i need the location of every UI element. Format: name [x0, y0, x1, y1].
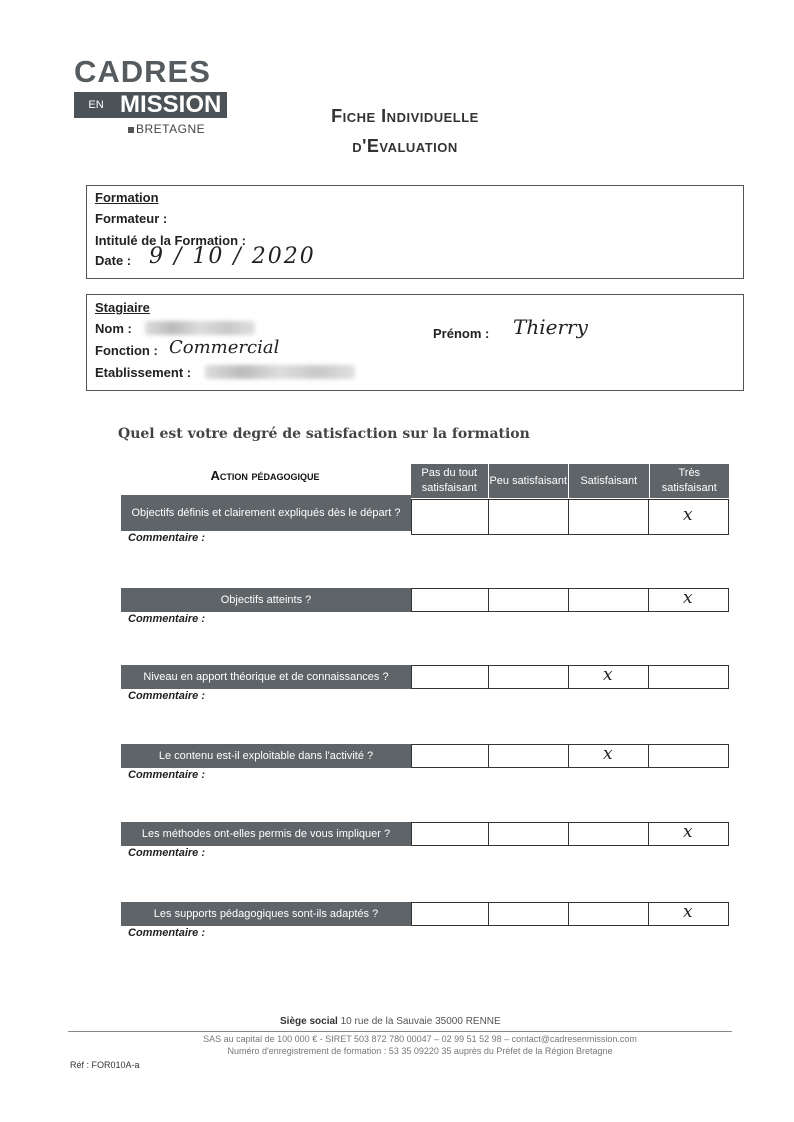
formateur-label: Formateur :: [95, 211, 168, 226]
rating-cell[interactable]: [489, 745, 569, 767]
rating-cell[interactable]: [489, 589, 569, 611]
rating-cell[interactable]: [412, 903, 489, 925]
comment-label: Commentaire :: [128, 532, 206, 544]
check-mark: x: [603, 744, 613, 764]
footer-divider: [68, 1031, 732, 1032]
question-label: Les supports pédagogiques sont-ils adaptés ?: [121, 902, 411, 926]
page-title-line2: d'Evaluation: [352, 136, 458, 156]
check-mark: x: [683, 588, 693, 608]
rating-cell[interactable]: [569, 903, 649, 925]
comment-label: Commentaire :: [128, 613, 206, 625]
rating-row: [411, 744, 729, 768]
rating-cell[interactable]: [489, 903, 569, 925]
rating-cell[interactable]: [569, 589, 649, 611]
rating-cell[interactable]: [569, 500, 649, 534]
question-label: Objectifs définis et clairement expliqués dès le départ ?: [121, 495, 411, 531]
rating-cell[interactable]: [649, 500, 728, 534]
rating-row: [411, 588, 729, 612]
rating-cell[interactable]: [649, 666, 728, 688]
rating-cell[interactable]: [412, 666, 489, 688]
comment-label: Commentaire :: [128, 769, 206, 781]
table-header: [411, 464, 729, 498]
comment-label: Commentaire :: [128, 847, 206, 859]
rating-cell[interactable]: [489, 500, 569, 534]
intitule-label: Intitulé de la Formation :: [95, 233, 246, 248]
prenom-value: Thierry: [513, 315, 588, 339]
rating-cell[interactable]: [412, 823, 489, 845]
date-label: Date :: [95, 253, 132, 268]
question-label: Niveau en apport théorique et de connaissances ?: [121, 665, 411, 689]
siege-address: 10 rue de la Sauvaie 35000 RENNE: [340, 1016, 501, 1027]
fonction-label: Fonction :: [95, 343, 158, 358]
rating-cell[interactable]: [412, 500, 489, 534]
col-header-peu: Peu satisfaisant: [489, 464, 570, 498]
check-mark: x: [683, 505, 693, 525]
rating-cell[interactable]: [569, 745, 649, 767]
etablissement-label: Etablissement :: [95, 365, 192, 380]
col-header-tres: Très satisfaisant: [650, 464, 730, 498]
rating-cell[interactable]: [649, 823, 728, 845]
rating-cell[interactable]: [412, 589, 489, 611]
rating-row: [411, 665, 729, 689]
question-label: Les méthodes ont-elles permis de vous impliquer ?: [121, 822, 411, 846]
logo-bretagne: BRETAGNE: [128, 122, 205, 136]
legal-line-1: SAS au capital de 100 000 € - SIRET 503 872 780 00047 – 02 99 51 52 98 – contact@cadresenmission.com: [203, 1034, 637, 1044]
comment-label: Commentaire :: [128, 690, 206, 702]
col-header-pas-du-tout: Pas du tout satisfaisant: [411, 464, 489, 498]
logo-cadres: CADRES: [74, 54, 211, 89]
rating-cell[interactable]: [649, 745, 728, 767]
siege-label: Siège social: [280, 1016, 338, 1027]
prenom-label: Prénom :: [433, 326, 490, 341]
rating-row: [411, 902, 729, 926]
document-ref: Réf : FOR010A-a: [70, 1060, 140, 1070]
question-label: Objectifs atteints ?: [121, 588, 411, 612]
check-mark: x: [603, 665, 613, 685]
nom-label: Nom :: [95, 321, 132, 336]
rating-cell[interactable]: [489, 823, 569, 845]
action-pedagogique-heading: Action pédagogique: [210, 468, 320, 483]
rating-cell[interactable]: [569, 823, 649, 845]
formation-heading: Formation: [95, 190, 159, 205]
formation-box: [86, 185, 744, 279]
question-label: Le contenu est-il exploitable dans l'activité ?: [121, 744, 411, 768]
date-value: 9 / 10 / 2020: [149, 244, 316, 269]
rating-cell[interactable]: [649, 903, 728, 925]
redacted-etablissement: [205, 365, 355, 379]
satisfaction-question: Quel est votre degré de satisfaction sur la formation: [118, 426, 530, 442]
stagiaire-heading: Stagiaire: [95, 300, 150, 315]
fonction-value: Commercial: [169, 337, 280, 358]
logo-en: EN: [74, 92, 118, 118]
page-title-line1: Fiche Individuelle: [331, 106, 479, 126]
legal-line-2: Numéro d'enregistrement de formation : 53 35 09220 35 auprès du Préfet de la Région Bretagne: [227, 1046, 613, 1056]
rating-cell[interactable]: [489, 666, 569, 688]
rating-cell[interactable]: [649, 589, 728, 611]
siege-social: [280, 1016, 501, 1027]
check-mark: x: [683, 822, 693, 842]
logo-mission-text: MISSION: [118, 92, 227, 118]
col-header-satisfaisant: Satisfaisant: [569, 464, 650, 498]
redacted-nom: [145, 321, 255, 335]
rating-cell[interactable]: [569, 666, 649, 688]
rating-cell[interactable]: [412, 745, 489, 767]
stagiaire-box: [86, 294, 744, 391]
comment-label: Commentaire :: [128, 927, 206, 939]
rating-row: [411, 499, 729, 535]
rating-row: [411, 822, 729, 846]
check-mark: x: [683, 902, 693, 922]
